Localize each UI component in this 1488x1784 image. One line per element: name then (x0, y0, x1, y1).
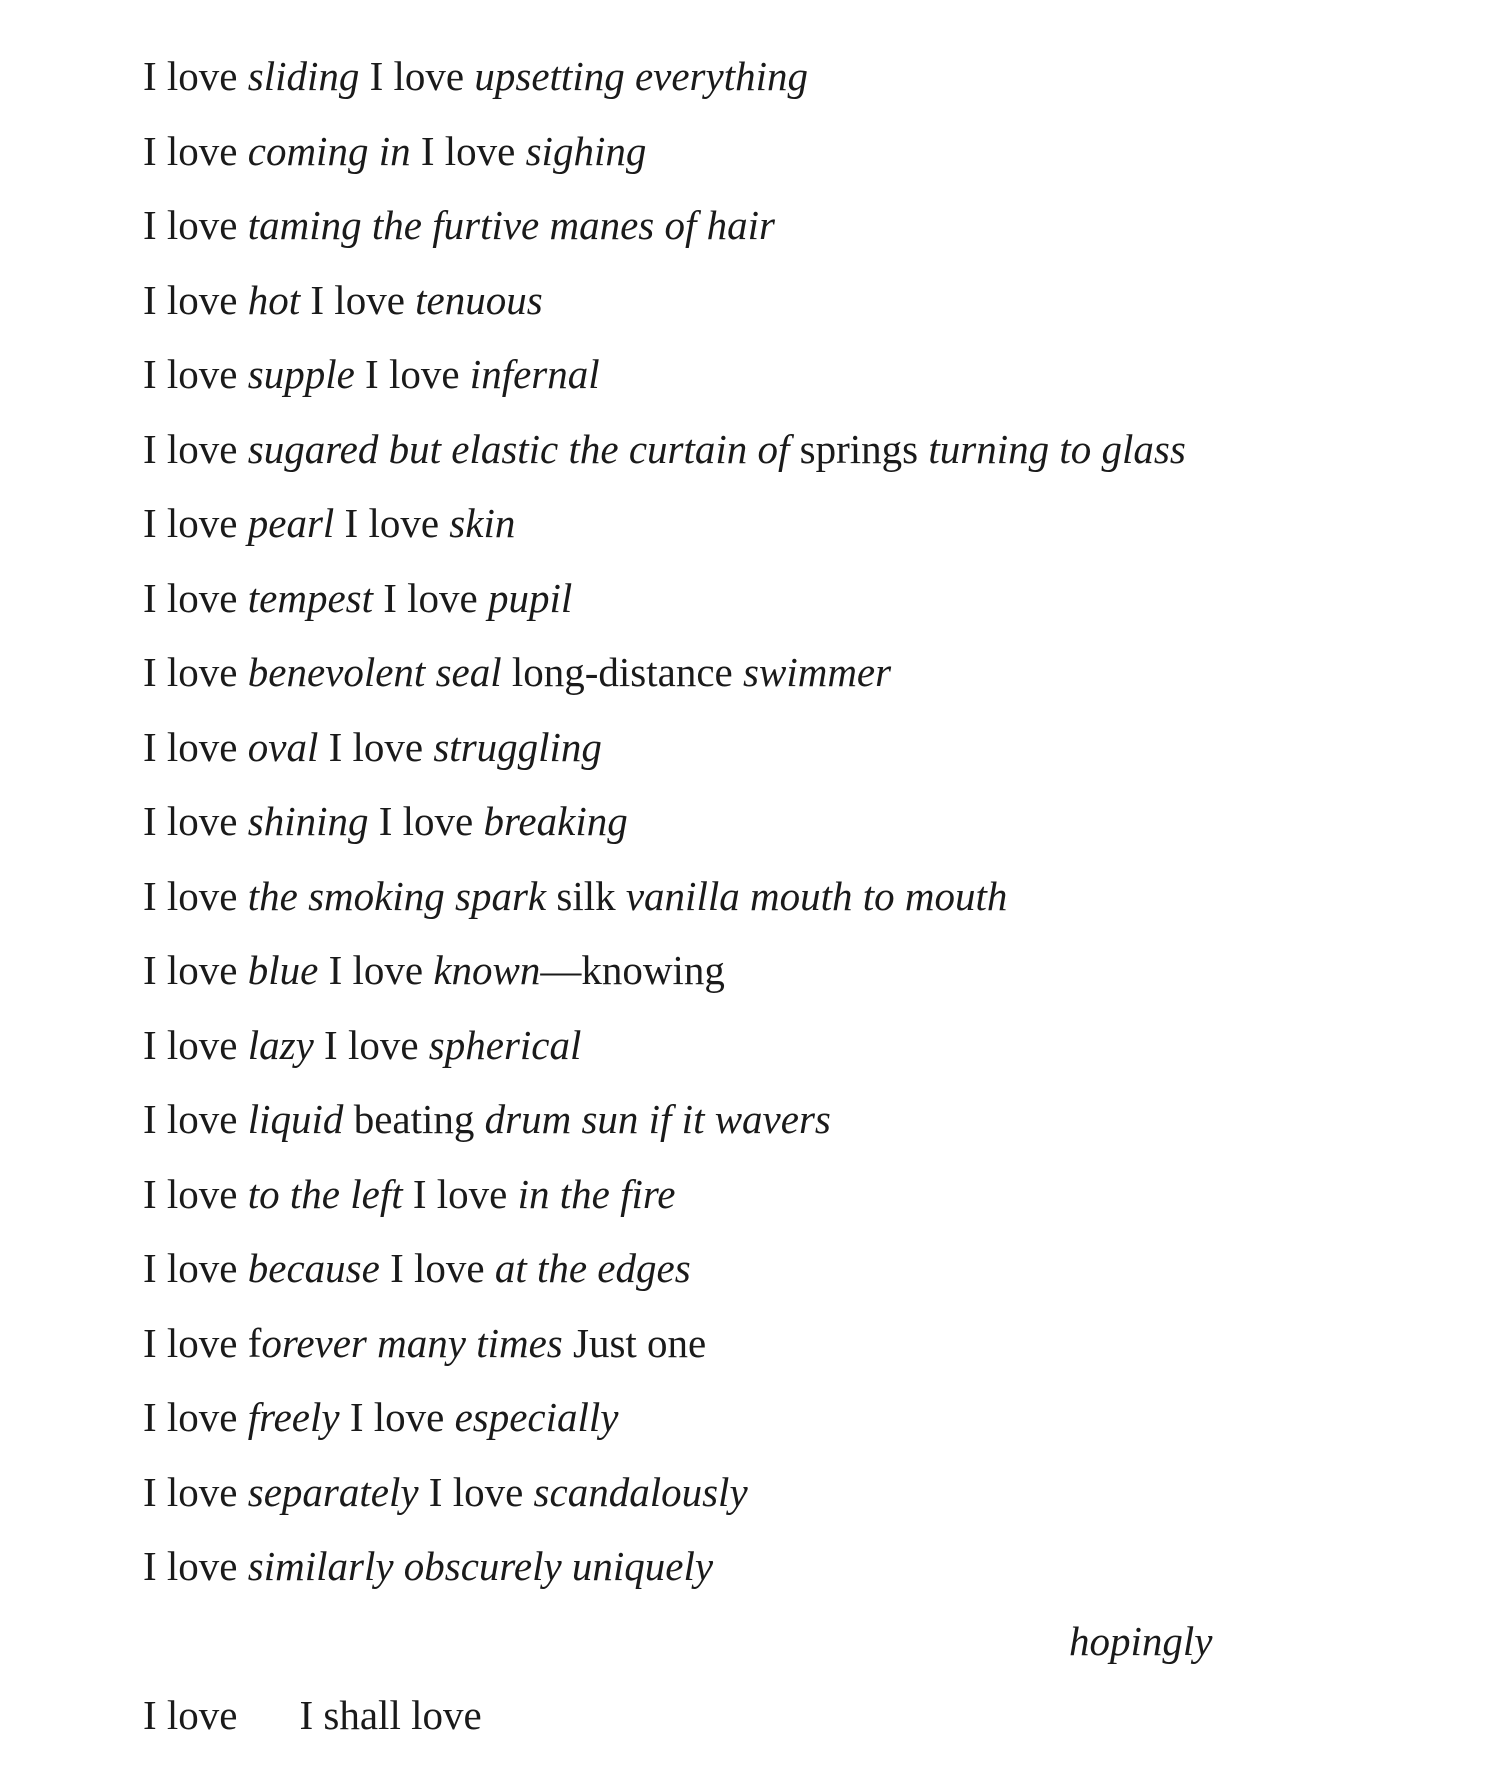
italic-segment: upsetting everything (474, 53, 808, 99)
italic-segment: tenuous (415, 276, 543, 323)
roman-segment: I love (143, 276, 248, 323)
poem-line (143, 344, 1443, 419)
italic-segment: scandalously (533, 1468, 748, 1515)
roman-segment: I love (143, 202, 248, 248)
poem-line (143, 642, 1443, 717)
italic-segment: swimmer (743, 649, 892, 695)
roman-segment: I love (379, 1245, 495, 1291)
italic-segment: sliding (247, 53, 360, 99)
poem-line (143, 568, 1443, 643)
roman-segment: I love (143, 798, 248, 844)
poem-line (143, 195, 1443, 270)
italic-segment: to the left (247, 1170, 403, 1217)
roman-segment: Just one (562, 1319, 707, 1366)
poem-line (143, 1238, 1443, 1313)
roman-segment: I love (410, 127, 526, 174)
roman-segment: long-distance (501, 649, 744, 695)
roman-segment: I love (143, 1394, 248, 1440)
italic-segment: supple (247, 351, 355, 397)
italic-segment: known (433, 947, 541, 993)
final-left-text: I love (143, 1692, 238, 1738)
poem-line (143, 1313, 1443, 1388)
poem-line (143, 940, 1443, 1015)
italic-segment: especially (454, 1394, 619, 1440)
italic-segment: infernal (469, 351, 600, 397)
italic-segment: orever many times (261, 1319, 563, 1366)
roman-segment: I love (418, 1468, 534, 1515)
poem-line (143, 1536, 1443, 1611)
italic-segment: sugared but elastic the curtain of (247, 425, 790, 472)
italic-segment: coming in (247, 127, 411, 174)
roman-segment: I love (143, 947, 248, 993)
poem-lines (143, 46, 1443, 1611)
italic-segment: vanilla mouth to mouth (625, 872, 1008, 919)
poem-body (143, 46, 1443, 1760)
roman-segment: I love (143, 1468, 248, 1515)
roman-segment: I love (339, 1394, 455, 1440)
roman-segment: I love (143, 1021, 248, 1068)
roman-segment: silk (546, 872, 626, 919)
roman-segment: I love (143, 574, 248, 621)
roman-segment: I love (143, 351, 248, 397)
italic-segment: benevolent seal (247, 649, 502, 695)
poem-line (143, 419, 1443, 494)
italic-segment: hot (247, 276, 301, 323)
hopingly-text: hopingly (1069, 1617, 1213, 1664)
roman-segment: —knowing (540, 947, 725, 993)
roman-segment: I love (318, 947, 434, 993)
roman-segment: I love (313, 1021, 429, 1068)
poem-line (143, 1015, 1443, 1090)
roman-segment: I love (143, 127, 248, 174)
roman-segment: I love (359, 53, 475, 99)
italic-segment: turning to glass (928, 425, 1186, 472)
poem-line (143, 1462, 1443, 1537)
italic-segment: pearl (247, 500, 335, 546)
roman-segment: springs (789, 425, 929, 472)
roman-segment: I love (143, 53, 248, 99)
poem-line-hopingly (143, 1611, 1443, 1686)
poem-line-final (143, 1685, 1443, 1760)
poem-line (143, 46, 1443, 121)
poem-line (143, 270, 1443, 345)
roman-segment: I love (354, 351, 470, 397)
italic-segment: spherical (428, 1021, 582, 1068)
italic-segment: sighing (525, 127, 647, 174)
italic-segment: pupil (488, 574, 573, 621)
final-right-text: I shall love (299, 1692, 482, 1738)
italic-segment: skin (449, 500, 516, 546)
italic-segment: struggling (433, 723, 602, 770)
roman-segment: I love (373, 574, 488, 621)
roman-segment: I love (368, 798, 484, 844)
roman-segment: I love (402, 1170, 518, 1217)
roman-segment: I love (143, 1245, 248, 1291)
italic-segment: blue (247, 947, 319, 993)
italic-segment: taming the furtive manes of hair (247, 202, 776, 248)
roman-segment: I love (143, 649, 248, 695)
poem-line (143, 791, 1443, 866)
roman-segment: I love (318, 723, 434, 770)
roman-segment: I love (334, 500, 450, 546)
poem-line (143, 121, 1443, 196)
roman-segment: I love (143, 1096, 248, 1142)
poem-line (143, 493, 1443, 568)
italic-segment: drum sun if it wavers (484, 1096, 831, 1142)
poem-line (143, 1387, 1443, 1462)
italic-segment: breaking (483, 798, 628, 844)
poem-line (143, 717, 1443, 792)
italic-segment: tempest (247, 574, 373, 621)
italic-segment: separately (247, 1468, 419, 1515)
roman-segment: I love (143, 723, 248, 770)
poem-line (143, 1164, 1443, 1239)
italic-segment: oval (247, 723, 319, 770)
roman-segment: I love (143, 425, 248, 472)
roman-segment: I love (143, 1543, 248, 1589)
roman-segment: I love (300, 276, 416, 323)
italic-segment: similarly obscurely uniquely (247, 1543, 714, 1589)
italic-segment: shining (247, 798, 369, 844)
roman-segment: I love (143, 872, 248, 919)
italic-segment: lazy (247, 1021, 314, 1068)
roman-segment: I love f (143, 1319, 262, 1366)
roman-segment: I love (143, 1170, 248, 1217)
italic-segment: the smoking spark (247, 872, 547, 919)
italic-segment: in the fire (517, 1170, 676, 1217)
italic-segment: liquid (247, 1096, 344, 1142)
italic-segment: because (247, 1245, 380, 1291)
roman-segment: I love (143, 500, 248, 546)
poem-line (143, 866, 1443, 941)
roman-segment: beating (343, 1096, 485, 1142)
poem-line (143, 1089, 1443, 1164)
italic-segment: freely (247, 1394, 340, 1440)
italic-segment: at the edges (494, 1245, 691, 1291)
